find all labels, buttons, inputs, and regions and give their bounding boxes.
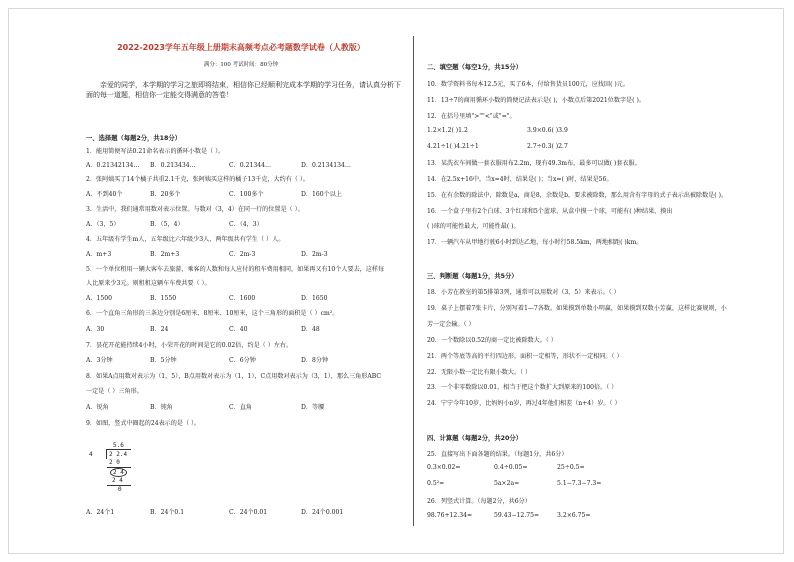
option-d: D．0.2134134… [301, 162, 352, 169]
option-a: A．30 [86, 326, 105, 333]
question-5-cont: 人比原来少3元。则租租这辆车车费共要（ ）。 [86, 280, 211, 287]
option-a: A．不到40个 [86, 191, 123, 198]
option-d: D．1650 [301, 295, 328, 302]
option-c: C．24个0.01 [229, 509, 268, 516]
question-4: 4．五年级有学生m人，五年级比六年级少3人，两年级共有学生（ ）人。 [86, 236, 285, 243]
compare-item: 4.21÷1( )4.21÷1 [427, 143, 479, 150]
exam-meta: 满分：100 考试时间：80分钟 [203, 62, 279, 68]
question-13: 13．某洗衣车间做一套衣服用布2.2m，现有49.3m布，最多可以做( )套衣服。 [427, 160, 641, 167]
section-choice-title: 一、选择题（每题2分，共18分） [86, 135, 182, 142]
question-9: 9．如图，竖式中圈起的24表示的是（ ）。 [86, 420, 201, 427]
question-3: 3．生活中，我们通常用数对表示位置。与数对（3，4）在同一行的位置是（ ）。 [86, 206, 304, 213]
option-b: B．1550 [150, 295, 177, 302]
long-division-figure [87, 440, 147, 498]
calc-item: 59.43−12.75= [494, 512, 540, 519]
option-a: A．24个1 [86, 509, 115, 516]
option-d: D．2m-3 [301, 251, 328, 258]
question-1: 1．能用简便写法0.21命名表示的循环小数是（ ）。 [86, 148, 225, 155]
option-b: B．钝角 [150, 404, 173, 411]
option-c: C．100多个 [229, 191, 264, 198]
division-bracket [106, 449, 107, 459]
calc-item: 5.1−7.3−7.3= [557, 480, 602, 487]
option-b: B．2m+3 [150, 251, 180, 258]
option-d: D．等腰 [301, 404, 325, 411]
option-c: C．直角 [229, 404, 252, 411]
question-21: 21．两个等底等高的平行四边形，面积一定相等，形状不一定相同。（ ） [427, 353, 623, 360]
section-fill-title: 二、填空题（每空1分，共15分） [427, 64, 523, 71]
division-circled-24: 2 4 [110, 468, 127, 477]
question-20: 20．一个数除以0.52的商一定比被除数大。（ ） [427, 337, 557, 344]
question-12: 12．在括号里填">""<"或"="。 [427, 113, 516, 120]
option-c: C．40 [229, 326, 248, 333]
option-c: C．0.21344… [229, 162, 272, 169]
question-14: 14．在2.5x+16中，当x=4时，结果是( )；当x=( )时，结果是56。 [427, 176, 613, 183]
question-5: 5．一个单位租用一辆大客车去旅游，乘客的人数和每人应付的租车费用相同，如果再又有10个人要去，这样每 [86, 266, 385, 273]
option-d: D．24个0.001 [301, 509, 344, 516]
question-16: 16．一个盒子里有2个白球、3个红球和5个蓝球，从盒中摸一个球，可能有( )种结果，摸出 [427, 208, 673, 215]
exam-intro: 亲爱的同学，本学期的学习之旅即将结束，相信你已经顺利完成本学期的学习任务，请认真分析下面的每一道题，相信你一定能交得满意的答卷！ [86, 81, 401, 99]
question-8-cont: 一定是（ ）三角形。 [86, 388, 143, 395]
calc-item: 5a×2a= [494, 480, 520, 487]
option-c: C．（4，3） [229, 221, 263, 228]
option-d: D．160个以上 [301, 191, 342, 198]
division-bar [107, 449, 131, 450]
compare-item: 2.7÷0.3( )2.7 [527, 143, 568, 150]
question-17: 17．一辆汽车从甲地行驶6小时到达乙地，每小时行58.5km，两地相距( )km。 [427, 239, 643, 246]
question-10: 10．数学资料书每本12.5元，买了6本，付给售货员100元，应找回( )元。 [427, 81, 629, 88]
question-25: 25．直接写出下面各题的结果。（每题1分，共6分） [427, 451, 568, 458]
question-15: 15．在有余数的除法中，除数是a，商是8，余数是b，要求被除数，那么用含有字母的式子表示出被除数是( )。 [427, 192, 728, 199]
option-b: B．5分钟 [150, 357, 177, 364]
option-d: D．48 [301, 326, 320, 333]
option-c: C．6分钟 [229, 357, 256, 364]
calc-item: 0.3×0.02= [427, 464, 461, 471]
option-a: A．3分钟 [86, 357, 113, 364]
question-26: 26．列竖式计算。（每题2分，共6分） [427, 498, 531, 505]
option-a: A．0.21342134… [86, 162, 140, 169]
question-19: 19．桌子上摆着7张卡片，分别写着1—7各数。如果摸到单数小明赢，如果摸到双数小芳赢，这样比赛规则，小 [427, 305, 727, 312]
option-b: B．0.213434… [150, 162, 196, 169]
question-11: 11．13÷7的商用循环小数的简便记法表示是( )，小数点后第2021位数字是( )。 [427, 97, 645, 104]
calc-item: 3.2×6.75= [557, 512, 591, 519]
question-19-cont: 芳一定会输。（ ） [427, 321, 475, 328]
option-a: A．锐角 [86, 404, 109, 411]
option-b: B．24个0.1 [150, 509, 185, 516]
compare-item: 1.2×1.2( )1.2 [427, 127, 468, 134]
section-judge-title: 三、判断题（每题1分，共5分） [427, 273, 518, 280]
compare-item: 3.9×0.6( )3.9 [527, 127, 568, 134]
question-18: 18．小芳在教室的第5排第3列，通常可以用数对（3，5）来表示。（ ） [427, 289, 620, 296]
division-step-2: 2 4 [112, 477, 123, 484]
calc-item: 0.5²= [427, 480, 445, 487]
section-calc-title: 四、计算题（每题2分，共20分） [427, 435, 523, 442]
division-quotient: 5.6 [113, 442, 124, 449]
question-22: 22．无限小数一定比有限小数大。（ ） [427, 369, 532, 376]
option-b: B．（5，4） [150, 221, 184, 228]
calc-item: 98.76+12.34= [427, 512, 473, 519]
question-7: 7．昙花开花能持续4小时，小荣开花的时间是它的0.02倍，约是（ ）左右。 [86, 342, 293, 349]
question-23: 23．一个非零数除以0.01，相当于把这个数扩大到原来的100倍。（ ） [427, 384, 618, 391]
question-8: 8．如果A点用数对表示为（1，5），B点用数对表示为（1，1），C点用数对表示为（3，1），那么三角形ABC [86, 373, 382, 380]
division-zero: 0 [118, 486, 122, 493]
option-c: C．1600 [229, 295, 256, 302]
question-6: 6．一个直角三角形的三条边分别是6厘米、8厘米、10厘米，这个三角形的面积是（ ）cm²。 [86, 310, 339, 317]
option-d: D．8分钟 [301, 357, 329, 364]
exam-title: 2022-2023学年五年级上册期末高频考点必考题数学试卷（人教版） [117, 43, 365, 52]
option-b: B．20多个 [150, 191, 181, 198]
option-b: B．24 [150, 326, 169, 333]
division-dividend: 2 2.4 [109, 451, 128, 458]
division-divisor: 4 [89, 451, 93, 458]
question-16-cont: ( )球的可能性最大，可能性最( )。 [427, 223, 520, 230]
division-step-1: 2 0 [109, 459, 120, 466]
question-2: 2．张阿姨买了14个橘子共重2.1千克，张阿姨买这样的橘子13千克，大约有（ ）。 [86, 176, 309, 183]
option-a: A．（3，5） [86, 221, 120, 228]
option-a: A．m+3 [86, 251, 112, 258]
option-c: C．2m-3 [229, 251, 256, 258]
calc-item: 25÷0.5= [557, 464, 585, 471]
option-a: A．1500 [86, 295, 113, 302]
question-24: 24．宁宁今年10岁，比妈妈小n岁，再过4年他们相差（n+4）岁。（ ） [427, 400, 621, 407]
column-divider [413, 36, 414, 526]
calc-item: 0.4÷0.05= [494, 464, 528, 471]
